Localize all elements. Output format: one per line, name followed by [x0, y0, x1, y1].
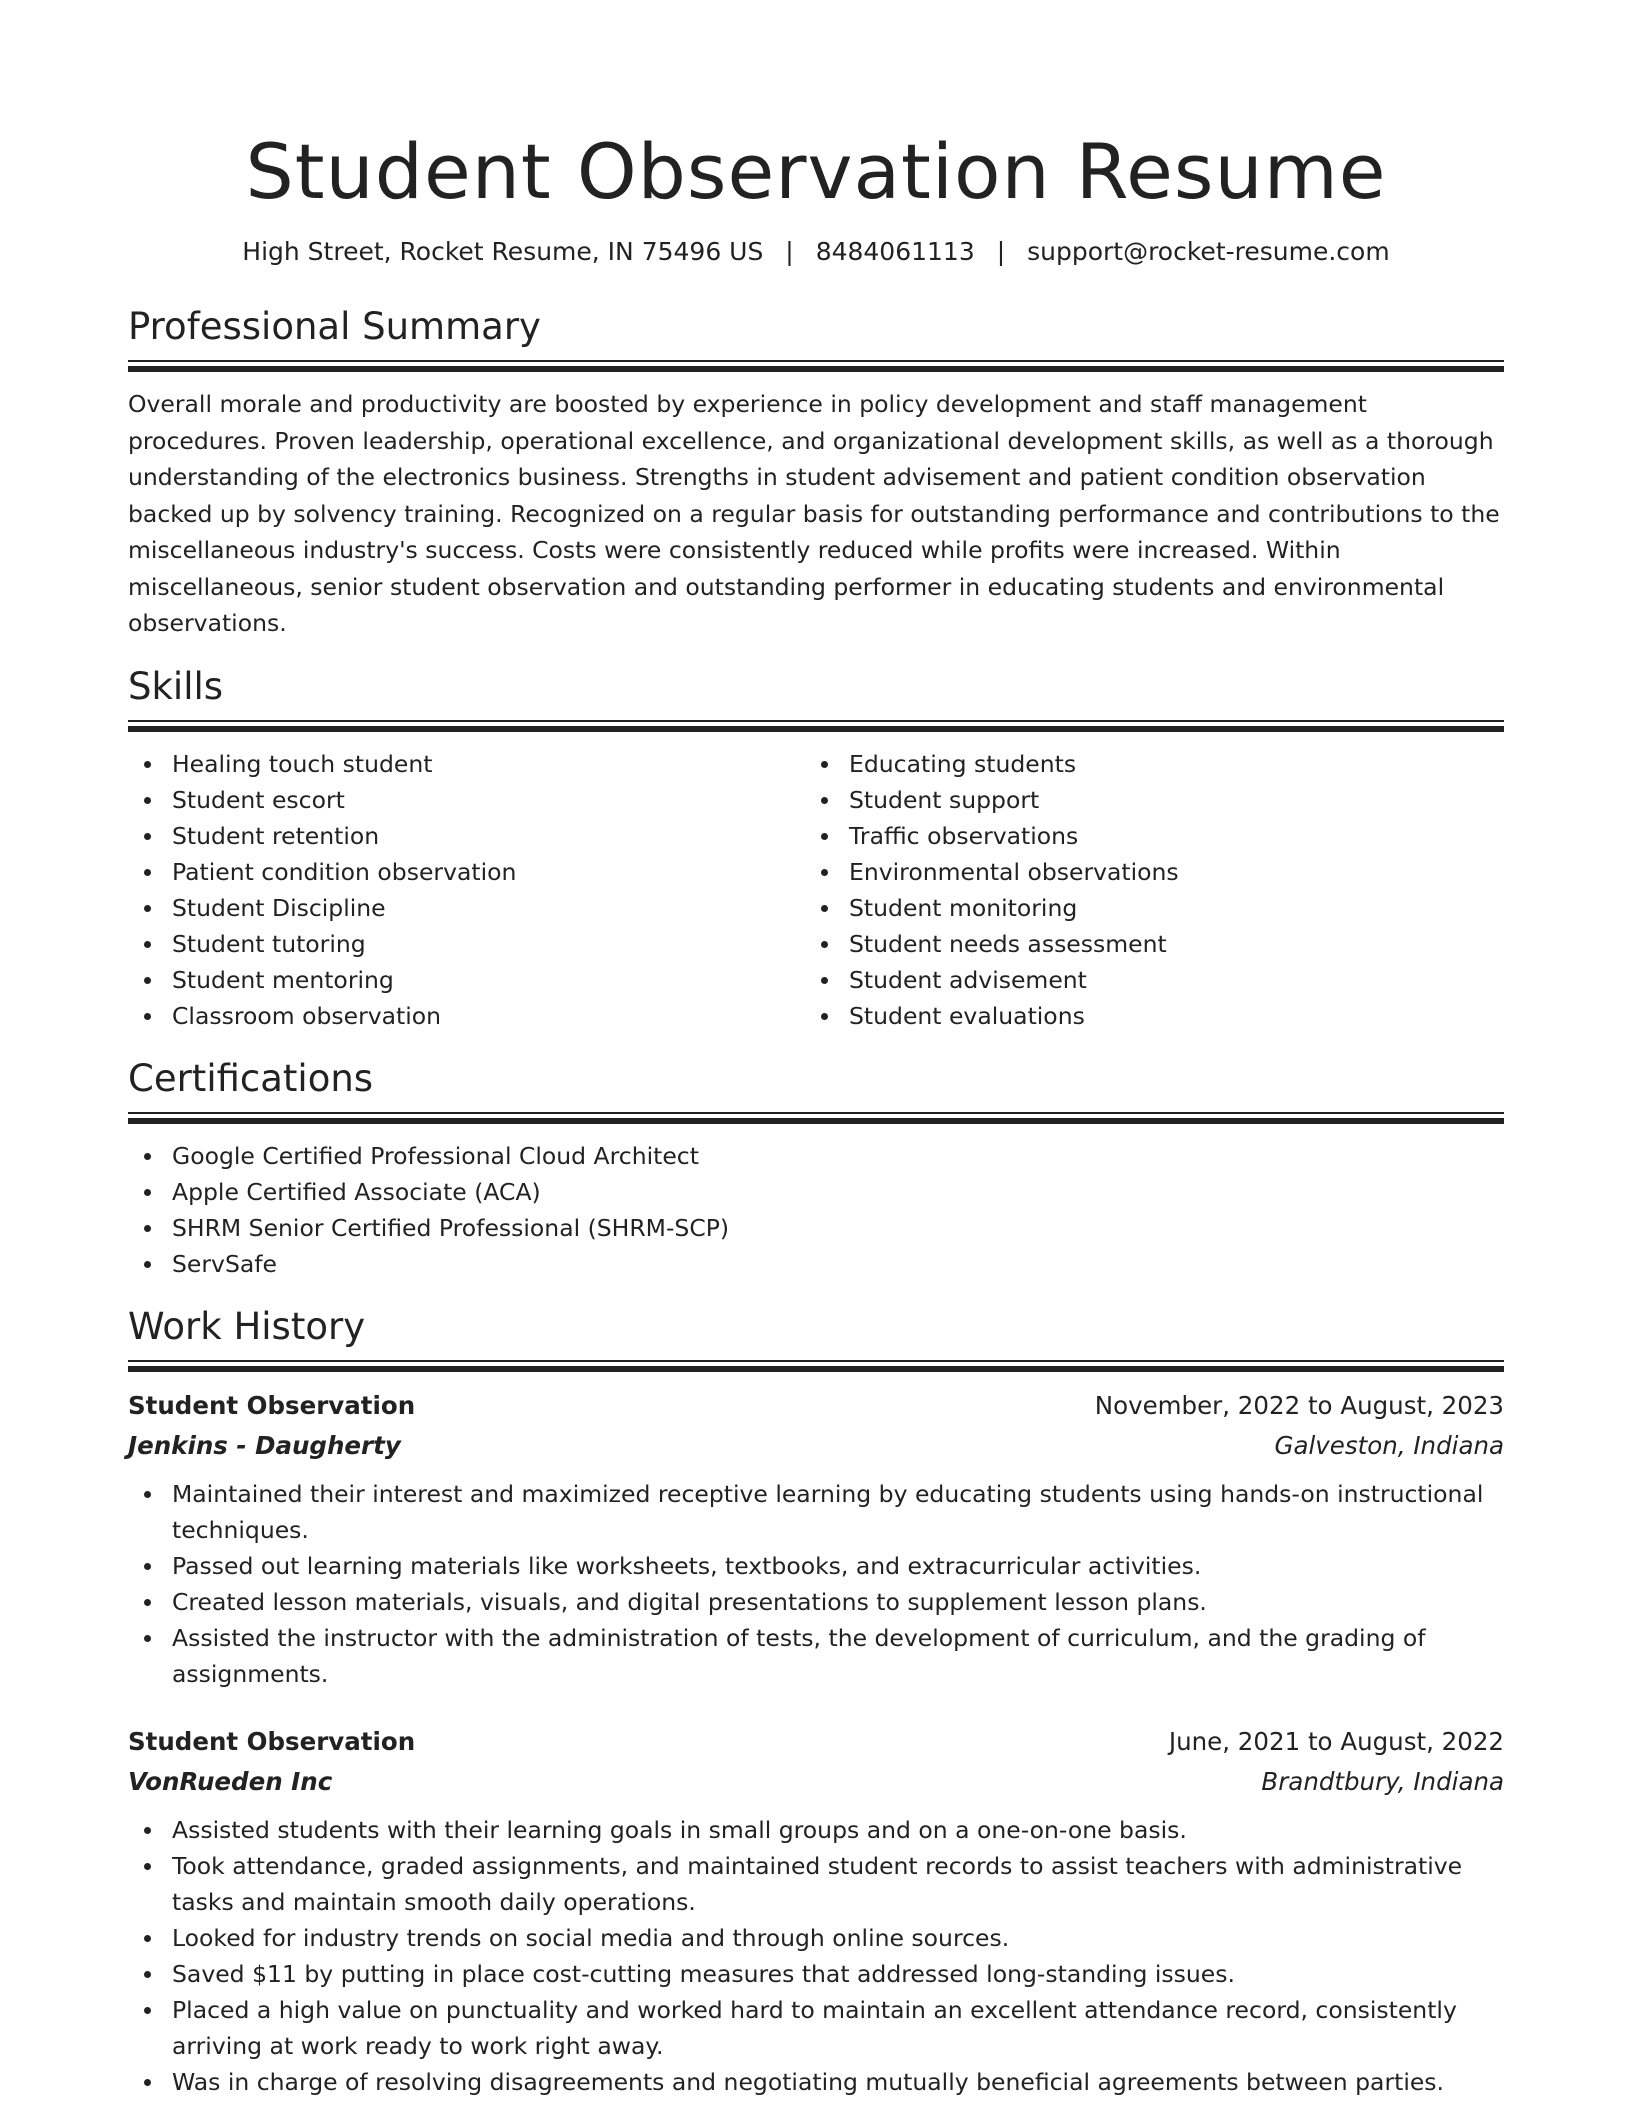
section-title-certifications: Certifications	[128, 1056, 374, 1100]
skill-item: Patient condition observation	[172, 854, 805, 890]
job-bullet: Took attendance, graded assignments, and maintained student records to assist teachers with administrative tasks and maintain smooth daily operations.	[172, 1848, 1504, 1920]
skill-item: Student needs assessment	[849, 926, 1482, 962]
job-bullets	[128, 1812, 1504, 2100]
certifications-section	[128, 1056, 1504, 1282]
contact-address: High Street, Rocket Resume, IN 75496 US	[242, 237, 764, 266]
certifications-list	[128, 1138, 1504, 1282]
job-bullet: Maintained their interest and maximized receptive learning by educating students using hands-on instructional techniques.	[172, 1476, 1504, 1548]
resume-page	[128, 0, 1504, 2100]
job-title: Student Observation	[128, 1390, 416, 1420]
job-dates: June, 2021 to August, 2022	[1168, 1726, 1504, 1756]
skill-item: Traffic observations	[849, 818, 1482, 854]
contact-phone: 8484061113	[815, 237, 975, 266]
skill-item: Student mentoring	[172, 962, 805, 998]
skill-item: Student retention	[172, 818, 805, 854]
job-bullet: Passed out learning materials like worksheets, textbooks, and extracurricular activities.	[172, 1548, 1504, 1584]
job-title: Student Observation	[128, 1726, 416, 1756]
contact-email: support@rocket-resume.com	[1027, 237, 1390, 266]
resume-name: Student Observation Resume	[245, 127, 1387, 216]
job-bullet: Saved $11 by putting in place cost-cutting measures that addressed long-standing issues.	[172, 1956, 1504, 1992]
skill-item: Student escort	[172, 782, 805, 818]
skill-item: Healing touch student	[172, 746, 805, 782]
job-entry	[128, 1386, 1504, 1692]
job-header-row	[128, 1722, 1504, 1762]
job-entry	[128, 1722, 1504, 2100]
section-title-work-history: Work History	[128, 1304, 366, 1348]
section-divider	[128, 360, 1504, 372]
section-divider	[128, 1360, 1504, 1372]
job-bullet: Created lesson materials, visuals, and digital presentations to supplement lesson plans.	[172, 1584, 1504, 1620]
job-subheader-row	[128, 1762, 1504, 1802]
work-history-section	[128, 1304, 1504, 2100]
section-title-summary: Professional Summary	[128, 305, 541, 348]
job-bullet: Assisted students with their learning goals in small groups and on a one-on-one basis.	[172, 1812, 1504, 1848]
section-title-skills: Skills	[128, 664, 224, 708]
summary-text: Overall morale and productivity are boosted by experience in policy development and staff management procedures. Proven leadership, operational excellence, and organizational development skills, as well as a thorough understanding of the electronics business. Strengths in student advisement and patient condition observation backed up by solvency training. Recognized on a regular basis for outstanding performance and contributions to the miscellaneous industry's success. Costs were consistently reduced while profits were increased. Within miscellaneous, senior student observation and outstanding performer in educating students and environmental observations.	[128, 390, 1500, 637]
job-bullet: Was in charge of resolving disagreements and negotiating mutually beneficial agreements between parties.	[172, 2064, 1504, 2100]
job-location: Brandtbury, Indiana	[1261, 1766, 1504, 1796]
contact-separator: |	[785, 237, 794, 266]
skills-section	[128, 664, 1504, 1034]
skill-item: Environmental observations	[849, 854, 1482, 890]
skill-item: Student tutoring	[172, 926, 805, 962]
summary-section	[128, 304, 1504, 642]
skill-item: Student support	[849, 782, 1482, 818]
skills-list-right	[805, 746, 1482, 1034]
skills-list-left	[128, 746, 805, 1034]
skill-item: Educating students	[849, 746, 1482, 782]
certification-item: Google Certified Professional Cloud Architect	[172, 1138, 1504, 1174]
skill-item: Student evaluations	[849, 998, 1482, 1034]
section-divider	[128, 720, 1504, 732]
skill-item: Student advisement	[849, 962, 1482, 998]
job-subheader-row	[128, 1426, 1504, 1466]
job-bullet: Looked for industry trends on social media and through online sources.	[172, 1920, 1504, 1956]
contact-separator: |	[996, 237, 1006, 266]
job-company: VonRueden Inc	[128, 1766, 333, 1796]
job-bullet: Assisted the instructor with the administration of tests, the development of curriculum, and the grading of assignments.	[172, 1620, 1504, 1692]
job-dates: November, 2022 to August, 2023	[1094, 1390, 1504, 1420]
section-divider	[128, 1112, 1504, 1124]
certification-item: SHRM Senior Certified Professional (SHRM-SCP)	[172, 1210, 1504, 1246]
certification-item: ServSafe	[172, 1246, 1504, 1282]
certification-item: Apple Certified Associate (ACA)	[172, 1174, 1504, 1210]
job-company: Jenkins - Daugherty	[128, 1430, 401, 1460]
job-location: Galveston, Indiana	[1274, 1430, 1504, 1460]
job-header-row	[128, 1386, 1504, 1426]
job-bullet: Placed a high value on punctuality and worked hard to maintain an excellent attendance record, consistently arriving at work ready to work right away.	[172, 1992, 1504, 2064]
skill-item: Student Discipline	[172, 890, 805, 926]
skill-item: Student monitoring	[849, 890, 1482, 926]
contact-line	[128, 236, 1504, 268]
skill-item: Classroom observation	[172, 998, 805, 1034]
skills-grid	[128, 746, 1504, 1034]
job-bullets	[128, 1476, 1504, 1692]
